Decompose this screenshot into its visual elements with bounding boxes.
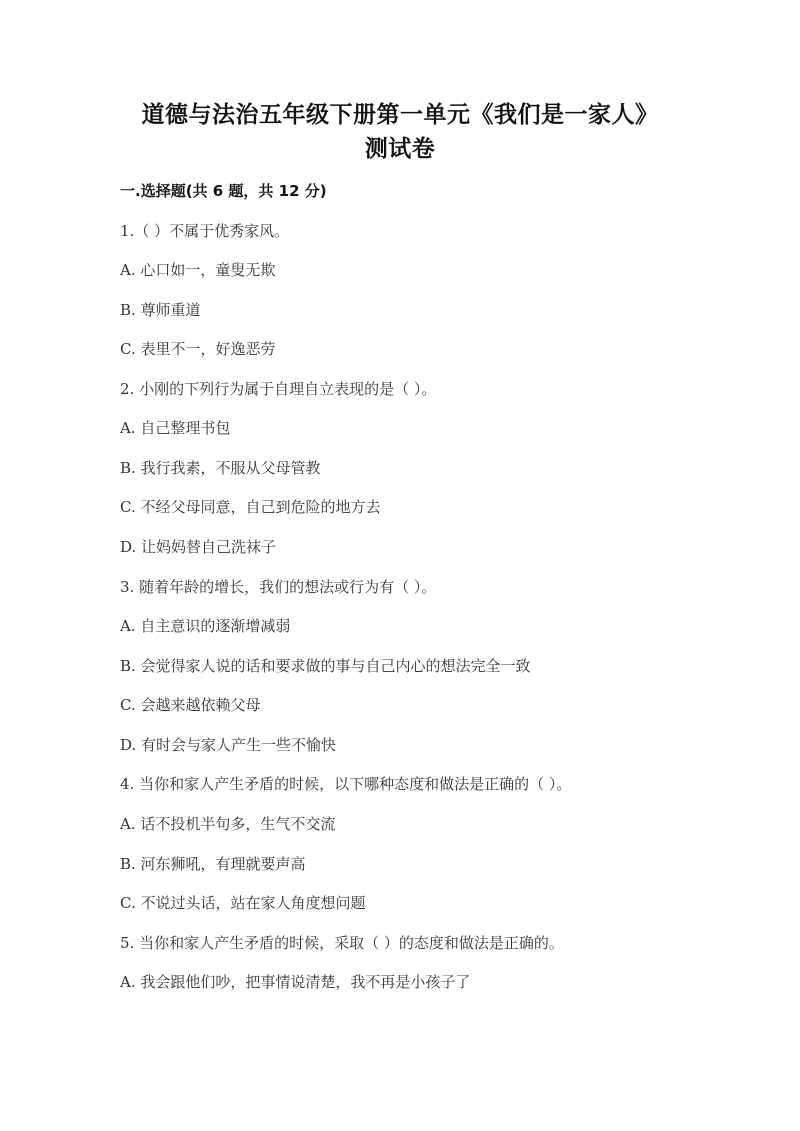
q5-option-a: A. 我会跟他们吵，把事情说清楚，我不再是小孩子了 [120,973,471,991]
document-subtitle: 测试卷 [364,136,436,162]
q1-option-b: B. 尊师重道 [120,301,201,319]
question-2: 2. 小刚的下列行为属于自理自立表现的是（ ）。 [120,380,437,398]
q4-option-c: C. 不说过头话，站在家人角度想问题 [120,894,366,912]
document-title: 道德与法治五年级下册第一单元《我们是一家人》 [141,102,659,128]
q1-option-c: C. 表里不一，好逸恶劳 [120,340,276,358]
q4-option-a: A. 话不投机半句多，生气不交流 [120,815,336,833]
q2-option-a: A. 自己整理书包 [120,419,231,437]
question-5: 5. 当你和家人产生矛盾的时候，采取（ ）的态度和做法是正确的。 [120,934,564,952]
question-3: 3. 随着年龄的增长，我们的想法或行为有（ ）。 [120,578,437,596]
q3-option-c: C. 会越来越依赖父母 [120,696,261,714]
section-heading: 一.选择题(共 6 题，共 12 分) [120,182,327,200]
q2-option-c: C. 不经父母同意，自己到危险的地方去 [120,498,381,516]
q2-option-d: D. 让妈妈替自己洗袜子 [120,538,277,556]
question-1: 1.（ ）不属于优秀家风。 [120,222,290,240]
q1-option-a: A. 心口如一，童叟无欺 [120,261,276,279]
q4-option-b: B. 河东狮吼，有理就要声高 [120,855,306,873]
q3-option-b: B. 会觉得家人说的话和要求做的事与自己内心的想法完全一致 [120,657,531,675]
question-4: 4. 当你和家人产生矛盾的时候，以下哪种态度和做法是正确的（ ）。 [120,775,572,793]
q3-option-d: D. 有时会与家人产生一些不愉快 [120,736,337,754]
q3-option-a: A. 自主意识的逐渐增减弱 [120,617,291,635]
q2-option-b: B. 我行我素，不服从父母管教 [120,459,321,477]
